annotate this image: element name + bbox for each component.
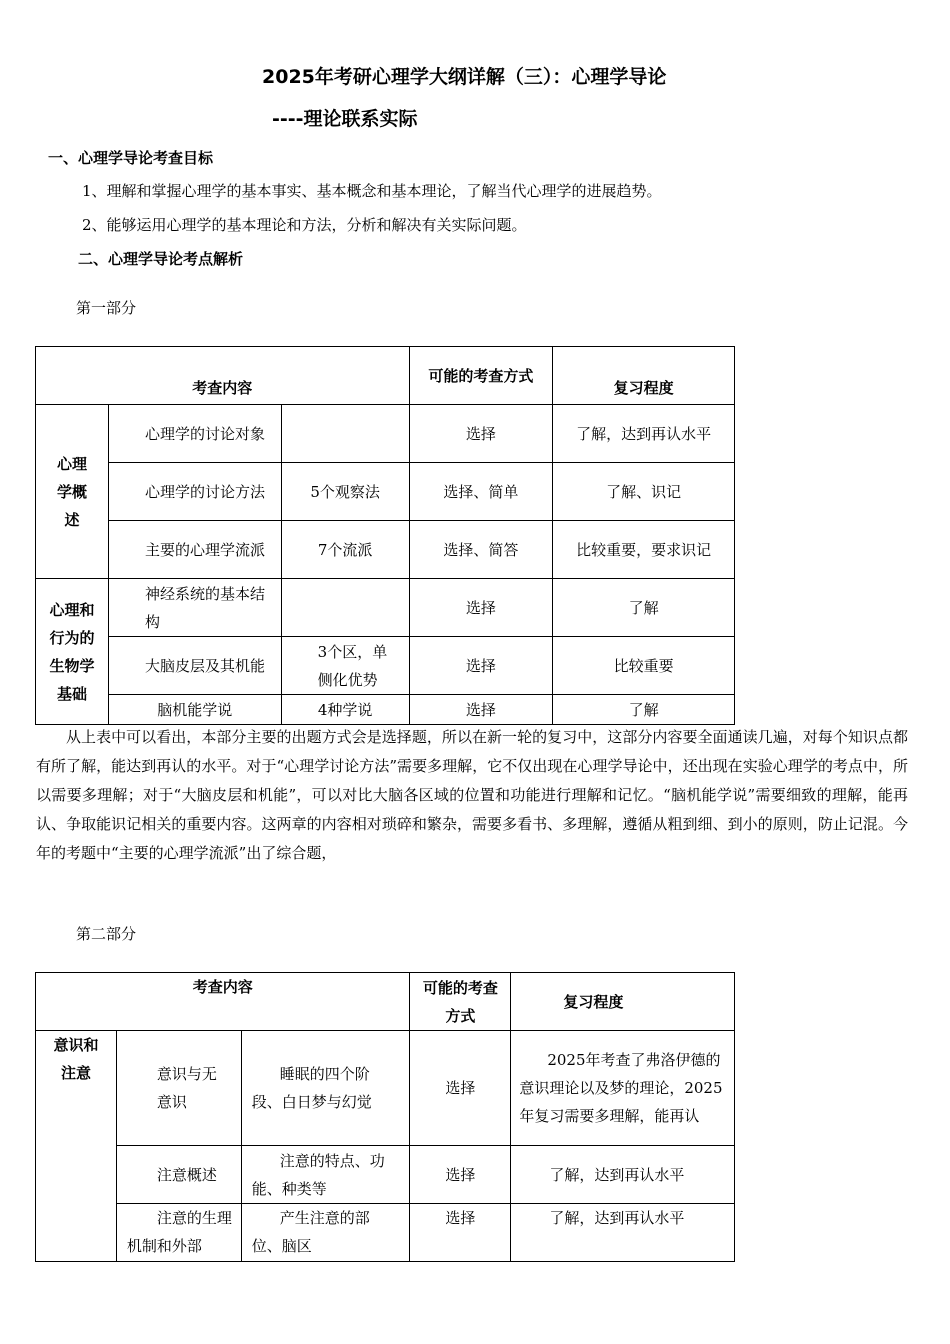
topic-cell: 注意的生理机制和外部 (116, 1204, 241, 1262)
header-level: 复习程度 (553, 347, 735, 405)
level-cell: 了解 (553, 695, 735, 725)
topic-cell: 主要的心理学流派 (108, 521, 281, 579)
topic-cell: 大脑皮层及其机能 (108, 637, 281, 695)
topic-cell: 脑机能学说 (108, 695, 281, 725)
method-cell: 选择 (409, 405, 553, 463)
method-cell: 选择、简答 (409, 521, 553, 579)
objective-item-2: 2、能够运用心理学的基本理论和方法，分析和解决有关实际问题。 (82, 216, 527, 234)
section2-heading: 二、心理学导论考点解析 (78, 250, 244, 268)
part2-table (35, 972, 735, 1262)
table-row (36, 521, 735, 579)
method-cell: 选择 (410, 1146, 511, 1204)
detail-cell: 5个观察法 (281, 463, 409, 521)
level-cell: 2025年考查了弗洛伊德的意识理论以及梦的理论，2025年复习需要多理解，能再认 (511, 1031, 735, 1146)
level-cell: 了解，达到再认水平 (511, 1146, 735, 1204)
method-cell: 选择 (409, 579, 553, 637)
detail-cell (281, 405, 409, 463)
topic-cell: 注意概述 (116, 1146, 241, 1204)
method-cell: 选择、简单 (409, 463, 553, 521)
part2-label: 第二部分 (76, 925, 137, 943)
topic-cell: 神经系统的基本结构 (108, 579, 281, 637)
header-method: 可能的考查方式 (410, 973, 511, 1031)
table-row (36, 405, 735, 463)
table-row (36, 1204, 735, 1262)
detail-cell: 睡眠的四个阶段、白日梦与幻觉 (241, 1031, 410, 1146)
detail-cell: 7个流派 (281, 521, 409, 579)
part1-label: 第一部分 (76, 299, 137, 317)
level-cell: 比较重要，要求识记 (553, 521, 735, 579)
table-row (36, 1146, 735, 1204)
table-row (36, 1031, 735, 1146)
level-cell: 了解 (553, 579, 735, 637)
method-cell: 选择 (409, 695, 553, 725)
level-cell: 了解，达到再认水平 (553, 405, 735, 463)
header-level: 复习程度 (511, 973, 735, 1031)
detail-cell: 产生注意的部位、脑区 (241, 1204, 410, 1262)
detail-cell: 注意的特点、功能、种类等 (241, 1146, 410, 1204)
header-content: 考查内容 (36, 347, 410, 405)
table-row (36, 695, 735, 725)
level-cell: 了解、识记 (553, 463, 735, 521)
topic-cell: 意识与无意识 (116, 1031, 241, 1146)
group-label: 心理和行为的生物学基础 (36, 579, 109, 725)
group-label: 心理学概述 (36, 405, 109, 579)
page-subtitle: ----理论联系实际 (272, 108, 418, 130)
method-cell: 选择 (410, 1031, 511, 1146)
method-cell: 选择 (410, 1204, 511, 1262)
group-label: 意识和注意 (36, 1031, 117, 1262)
detail-cell (281, 579, 409, 637)
table-row (36, 637, 735, 695)
table-row (36, 463, 735, 521)
section1-heading: 一、心理学导论考查目标 (48, 149, 214, 167)
detail-cell: 3个区，单侧化优势 (281, 637, 409, 695)
objective-item-1: 1、理解和掌握心理学的基本事实、基本概念和基本理论，了解当代心理学的进展趋势。 (82, 182, 662, 200)
method-cell: 选择 (409, 637, 553, 695)
table-header-row (36, 973, 735, 1031)
part1-table (35, 346, 735, 725)
table-row (36, 579, 735, 637)
level-cell: 了解，达到再认水平 (511, 1204, 735, 1262)
detail-cell: 4种学说 (281, 695, 409, 725)
level-cell: 比较重要 (553, 637, 735, 695)
topic-cell: 心理学的讨论方法 (108, 463, 281, 521)
analysis-paragraph: 从上表中可以看出，本部分主要的出题方式会是选择题，所以在新一轮的复习中，这部分内容要全面通读几遍，对每个知识点都有所了解，能达到再认的水平。对于“心理学讨论方法”需要多理解，它不仅出现在心理学导论中，还出现在实验心理学的考点中，所以需要多理解；对于“大脑皮层和机能”，可以对比大脑各区域的位置和功能进行理解和记忆。“脑机能学说”需要细致的理解，能再认、争取能识记相关的重要内容。这两章的内容相对琐碎和繁杂，需要多看书、多理解，遵循从粗到细、到小的原则，防止记混。今年的考题中“主要的心理学流派”出了综合题， (36, 728, 908, 862)
header-method: 可能的考查方式 (409, 347, 553, 405)
topic-cell: 心理学的讨论对象 (108, 405, 281, 463)
page-title: 2025年考研心理学大纲详解（三）：心理学导论 (262, 66, 667, 88)
header-content: 考查内容 (36, 973, 410, 1031)
table-header-row (36, 347, 735, 405)
